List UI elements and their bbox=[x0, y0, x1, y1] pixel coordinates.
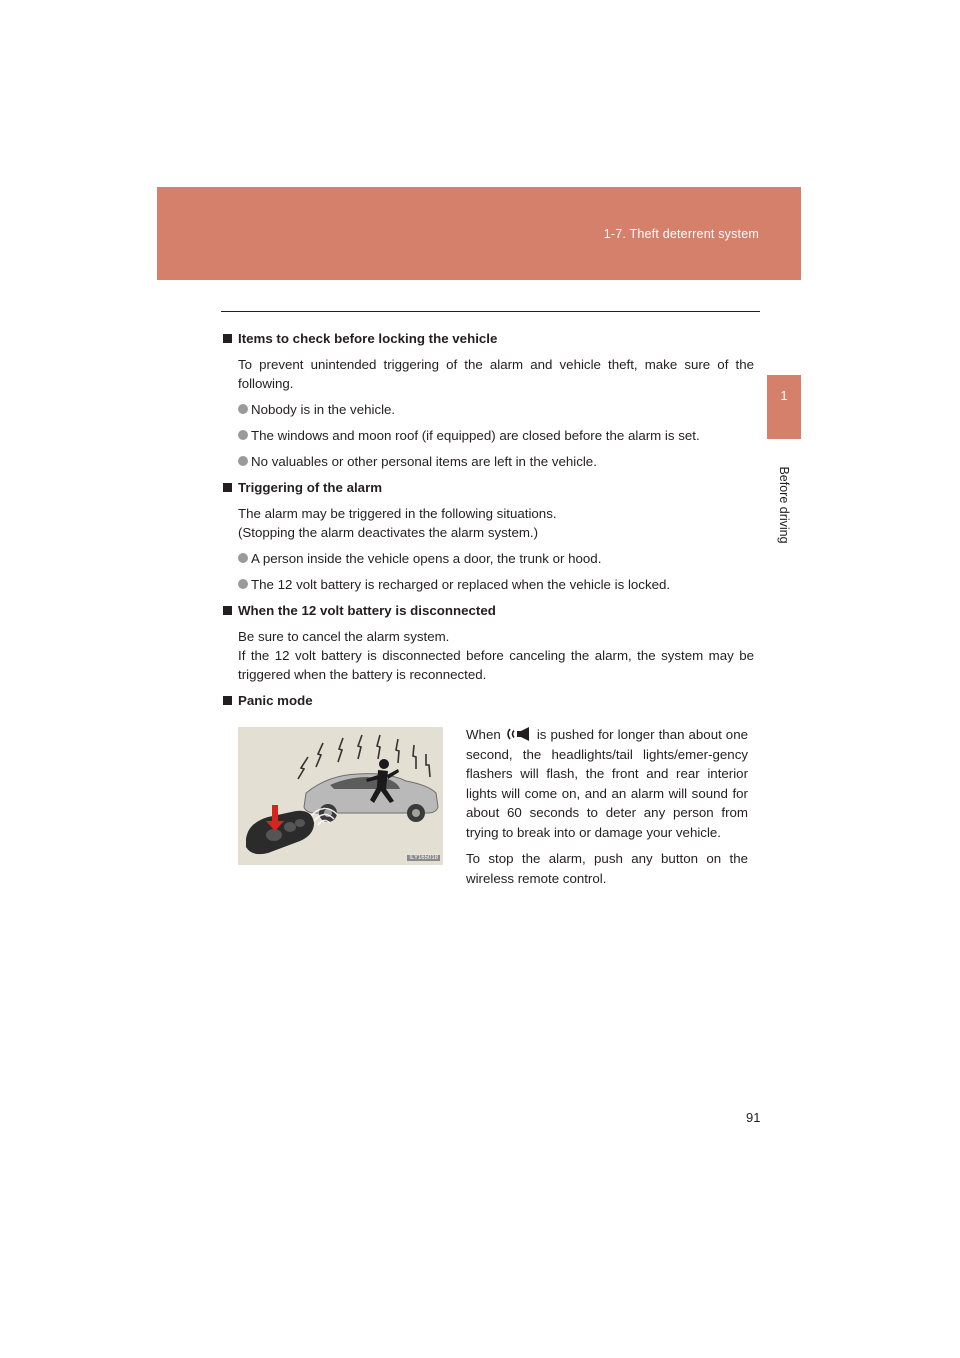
paragraph: To stop the alarm, push any button on the wireless remote control. bbox=[466, 851, 748, 886]
list-item bbox=[238, 549, 754, 568]
paragraph bbox=[238, 627, 754, 684]
heading-text: Items to check before locking the vehicle bbox=[238, 331, 498, 346]
paragraph: To prevent unintended triggering of the alarm and vehicle theft, make sure of the following. bbox=[238, 357, 754, 391]
illustration-code: ILY165018 bbox=[409, 855, 438, 861]
page-number: 91 bbox=[746, 1110, 761, 1125]
divider-rule bbox=[221, 311, 760, 312]
heading-triggering bbox=[221, 478, 754, 497]
chapter-number: 1 bbox=[780, 388, 788, 403]
paragraph bbox=[238, 504, 754, 542]
main-content bbox=[221, 329, 754, 717]
paragraph-line: Be sure to cancel the alarm system. bbox=[238, 629, 450, 644]
paragraph-text: When bbox=[466, 727, 501, 742]
heading-text: Panic mode bbox=[238, 693, 313, 708]
chapter-label: Before driving bbox=[777, 466, 791, 544]
paragraph-line: (Stopping the alarm deactivates the alarm system.) bbox=[238, 525, 539, 540]
car-alarm-illustration-icon bbox=[238, 727, 443, 865]
bullet-dot-icon bbox=[238, 456, 248, 466]
bullet-dot-icon bbox=[238, 579, 248, 589]
list-item bbox=[238, 426, 754, 445]
heading-square-icon bbox=[223, 334, 232, 343]
heading-square-icon bbox=[223, 483, 232, 492]
list-item-text: The 12 volt battery is recharged or replaced when the vehicle is locked. bbox=[251, 577, 671, 592]
list-item-text: No valuables or other personal items are left in the vehicle. bbox=[251, 454, 597, 469]
section-title: 1-7. Theft deterrent system bbox=[603, 227, 759, 241]
list-item bbox=[238, 452, 754, 471]
list-item bbox=[238, 400, 754, 419]
bullet-dot-icon bbox=[238, 553, 248, 563]
heading-square-icon bbox=[223, 696, 232, 705]
paragraph-line: The alarm may be triggered in the following situations. bbox=[238, 506, 557, 521]
heading-text: When the 12 volt battery is disconnected bbox=[238, 603, 496, 618]
heading-text: Triggering of the alarm bbox=[238, 480, 383, 495]
list-item-text: The windows and moon roof (if equipped) are closed before the alarm is set. bbox=[251, 428, 700, 443]
paragraph bbox=[466, 725, 748, 842]
chapter-tab bbox=[767, 375, 801, 439]
header-band bbox=[157, 187, 801, 280]
heading-square-icon bbox=[223, 606, 232, 615]
heading-items-to-check bbox=[221, 329, 754, 348]
panic-description bbox=[466, 725, 748, 895]
list-item bbox=[238, 575, 754, 594]
paragraph-text: is pushed for longer than about one second, the headlights/tail lights/emer-gency flashers will flash, the front and rear interior lights will come on, and an alarm will sound for about 60 seconds to deter any person from trying to break into or damage your vehicle. bbox=[466, 727, 748, 840]
paragraph-line: If the 12 volt battery is disconnected before canceling the alarm, the system may be triggered when the battery is reconnected. bbox=[238, 648, 754, 682]
panic-button-icon bbox=[505, 727, 533, 741]
heading-panic-mode bbox=[221, 691, 754, 710]
list-item-text: Nobody is in the vehicle. bbox=[251, 402, 396, 417]
panic-illustration bbox=[238, 727, 443, 865]
heading-battery-disconnected bbox=[221, 601, 754, 620]
bullet-dot-icon bbox=[238, 404, 248, 414]
list-item-text: A person inside the vehicle opens a door, the trunk or hood. bbox=[251, 551, 602, 566]
bullet-dot-icon bbox=[238, 430, 248, 440]
